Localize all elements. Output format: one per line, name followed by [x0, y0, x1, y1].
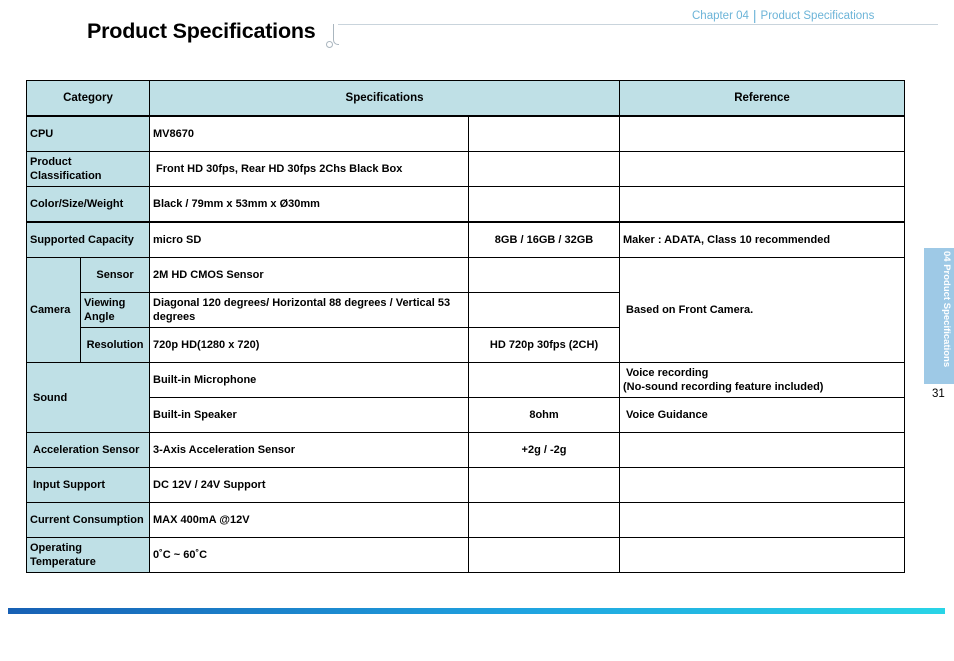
row-spec: micro SD [150, 222, 469, 258]
title-dot-decoration [326, 41, 333, 48]
row-category: Acceleration Sensor [27, 433, 150, 468]
header-rule [338, 24, 938, 25]
table-row [27, 468, 905, 503]
row-reference [620, 468, 905, 503]
row-spec: Front HD 30fps, Rear HD 30fps 2Chs Black Box [150, 152, 469, 187]
row-spec: 0˚C ~ 60˚C [150, 538, 469, 573]
row-category: Color/Size/Weight [27, 187, 150, 223]
table-row [27, 187, 905, 223]
row-reference [620, 116, 905, 152]
row-spec: 720p HD(1280 x 720) [150, 328, 469, 363]
row-value: HD 720p 30fps (2CH) [469, 328, 620, 363]
header-separator: | [752, 7, 757, 23]
row-subcategory: Viewing Angle [81, 293, 150, 328]
title-hook-decoration [333, 24, 339, 45]
row-category: Product Classification [27, 152, 150, 187]
row-value: +2g / -2g [469, 433, 620, 468]
reference-line: Voice recording [626, 367, 709, 379]
row-spec: 2M HD CMOS Sensor [150, 258, 469, 293]
header-specifications: Specifications [150, 81, 620, 117]
row-category-text: Operating Temperature [30, 542, 96, 568]
table-row [27, 433, 905, 468]
row-category [27, 538, 150, 573]
row-subcategory: Sensor [81, 258, 150, 293]
row-spec: MV8670 [150, 116, 469, 152]
row-category: CPU [27, 116, 150, 152]
table-row [27, 363, 905, 398]
side-tab-label: 04 Product Specifications [941, 251, 952, 368]
row-reference [620, 363, 905, 398]
table-row [27, 222, 905, 258]
row-value [469, 503, 620, 538]
row-spec: DC 12V / 24V Support [150, 468, 469, 503]
row-reference [620, 187, 905, 223]
spec-table [26, 80, 905, 573]
row-spec: Built-in Microphone [150, 363, 469, 398]
row-category: Camera [27, 258, 81, 363]
table-row [27, 503, 905, 538]
chapter-label: Chapter 04 [692, 10, 749, 22]
page-number: 31 [932, 388, 945, 400]
row-reference [620, 152, 905, 187]
row-subcategory: Resolution [81, 328, 150, 363]
table-row [27, 538, 905, 573]
table-row [27, 152, 905, 187]
header-category: Category [27, 81, 150, 117]
table-header-row [27, 81, 905, 117]
row-value [469, 258, 620, 293]
header-reference: Reference [620, 81, 905, 117]
row-category: Sound [27, 363, 150, 433]
chapter-header [692, 6, 874, 22]
row-reference [620, 538, 905, 573]
row-reference [620, 503, 905, 538]
row-value [469, 538, 620, 573]
row-value [469, 187, 620, 223]
section-label: Product Specifications [760, 10, 875, 22]
row-value: 8ohm [469, 398, 620, 433]
table-row [27, 116, 905, 152]
row-category: Supported Capacity [27, 222, 150, 258]
row-value [469, 152, 620, 187]
row-reference: Voice Guidance [620, 398, 905, 433]
row-value [469, 293, 620, 328]
row-spec: MAX 400mA @12V [150, 503, 469, 538]
row-reference [620, 433, 905, 468]
row-spec: Built-in Speaker [150, 398, 469, 433]
footer-gradient-bar [8, 608, 945, 614]
page-title: Product Specifications [87, 19, 316, 43]
row-category: Current Consumption [27, 503, 150, 538]
table-row [27, 398, 905, 433]
reference-line: (No-sound recording feature included) [623, 381, 824, 393]
row-spec: Black / 79mm x 53mm x Ø30mm [150, 187, 469, 223]
row-value: 8GB / 16GB / 32GB [469, 222, 620, 258]
row-value [469, 116, 620, 152]
row-category: Input Support [27, 468, 150, 503]
row-spec: 3-Axis Acceleration Sensor [150, 433, 469, 468]
chapter-side-tab[interactable] [924, 248, 954, 384]
row-reference: Based on Front Camera. [620, 258, 905, 363]
row-value [469, 468, 620, 503]
row-reference: Maker : ADATA, Class 10 recommended [620, 222, 905, 258]
row-spec: Diagonal 120 degrees/ Horizontal 88 degrees / Vertical 53 degrees [150, 293, 469, 328]
row-value [469, 363, 620, 398]
table-row [27, 258, 905, 293]
